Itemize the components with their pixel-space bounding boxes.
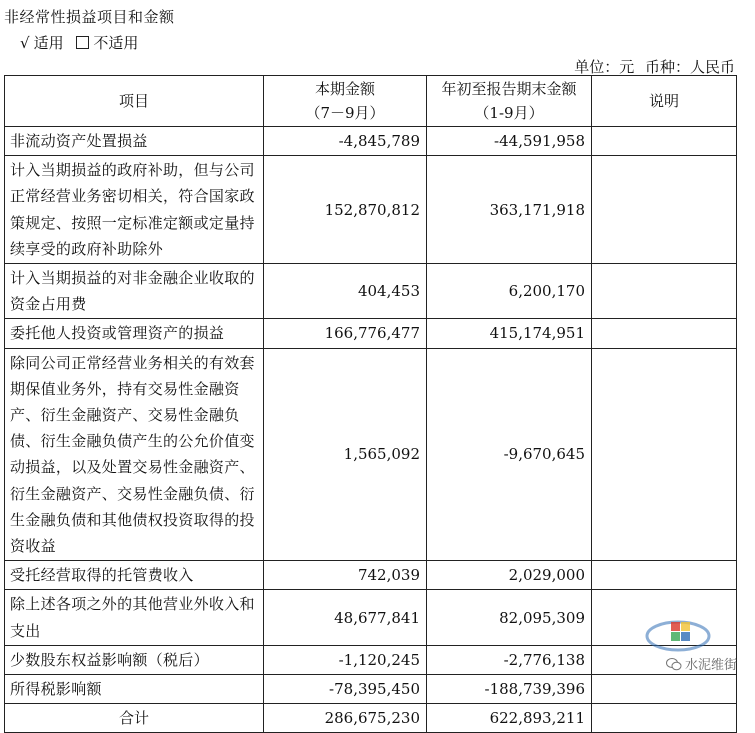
header-ytd-line2: （1-9月） bbox=[474, 104, 544, 122]
applicability-line bbox=[20, 32, 146, 53]
not-applicable-label: 不适用 bbox=[93, 34, 139, 52]
checkbox-empty-icon bbox=[76, 36, 89, 49]
total-current: 286,675,230 bbox=[264, 704, 427, 733]
not-applicable-option bbox=[76, 34, 142, 52]
header-current-period bbox=[264, 76, 427, 127]
row-current: -78,395,450 bbox=[264, 675, 427, 704]
unit-currency-line: 单位：元 币种：人民币 bbox=[574, 58, 735, 76]
row-item: 非流动资产处置损益 bbox=[5, 127, 264, 156]
row-ytd: -2,776,138 bbox=[427, 645, 592, 674]
watermark-text: 水泥维街 bbox=[684, 658, 737, 673]
table-row bbox=[5, 156, 737, 264]
watermark-logo-icon bbox=[645, 614, 711, 654]
row-current: -4,845,789 bbox=[264, 127, 427, 156]
row-note bbox=[592, 348, 737, 561]
table-row bbox=[5, 561, 737, 590]
row-note bbox=[592, 127, 737, 156]
row-current: 152,870,812 bbox=[264, 156, 427, 264]
applicable-option bbox=[20, 34, 68, 52]
watermark-label bbox=[666, 654, 737, 673]
table-row bbox=[5, 319, 737, 348]
wechat-icon bbox=[666, 658, 682, 671]
row-ytd: -188,739,396 bbox=[427, 675, 592, 704]
row-current: 742,039 bbox=[264, 561, 427, 590]
header-current-period-line2: （7－9月） bbox=[305, 104, 385, 122]
total-note bbox=[592, 704, 737, 733]
total-label: 合计 bbox=[5, 704, 264, 733]
header-note: 说明 bbox=[592, 76, 737, 127]
row-current: 404,453 bbox=[264, 264, 427, 319]
row-ytd: 2,029,000 bbox=[427, 561, 592, 590]
header-ytd bbox=[427, 76, 592, 127]
header-item: 项目 bbox=[5, 76, 264, 127]
row-note bbox=[592, 264, 737, 319]
row-ytd: 6,200,170 bbox=[427, 264, 592, 319]
table-row bbox=[5, 264, 737, 319]
row-current: 1,565,092 bbox=[264, 348, 427, 561]
section-title: 非经常性损益项目和金额 bbox=[4, 8, 175, 26]
row-item: 计入当期损益的对非金融企业收取的资金占用费 bbox=[5, 264, 264, 319]
row-current: 166,776,477 bbox=[264, 319, 427, 348]
watermark bbox=[617, 614, 737, 690]
row-item: 少数股东权益影响额（税后） bbox=[5, 645, 264, 674]
row-note bbox=[592, 561, 737, 590]
row-item: 除上述各项之外的其他营业外收入和支出 bbox=[5, 590, 264, 645]
applicable-label: 适用 bbox=[33, 34, 64, 52]
header-current-period-line1: 本期金额 bbox=[314, 80, 375, 98]
row-item: 委托他人投资或管理资产的损益 bbox=[5, 319, 264, 348]
row-ytd: 363,171,918 bbox=[427, 156, 592, 264]
check-mark-icon: √ bbox=[20, 34, 30, 52]
row-ytd: -9,670,645 bbox=[427, 348, 592, 561]
row-item: 所得税影响额 bbox=[5, 675, 264, 704]
total-row bbox=[5, 704, 737, 733]
row-ytd: 82,095,309 bbox=[427, 590, 592, 645]
row-current: 48,677,841 bbox=[264, 590, 427, 645]
table-row bbox=[5, 348, 737, 561]
row-current: -1,120,245 bbox=[264, 645, 427, 674]
total-ytd: 622,893,211 bbox=[427, 704, 592, 733]
row-note bbox=[592, 156, 737, 264]
table-header-row bbox=[5, 76, 737, 127]
row-ytd: 415,174,951 bbox=[427, 319, 592, 348]
header-ytd-line1: 年初至报告期末金额 bbox=[441, 80, 577, 98]
table-row bbox=[5, 127, 737, 156]
row-item: 受托经营取得的托管费收入 bbox=[5, 561, 264, 590]
row-ytd: -44,591,958 bbox=[427, 127, 592, 156]
row-item: 计入当期损益的政府补助，但与公司正常经营业务密切相关，符合国家政策规定、按照一定标准定额或定量持续享受的政府补助除外 bbox=[5, 156, 264, 264]
row-note bbox=[592, 319, 737, 348]
row-item: 除同公司正常经营业务相关的有效套期保值业务外，持有交易性金融资产、衍生金融资产、交易性金融负债、衍生金融负债产生的公允价值变动损益，以及处置交易性金融资产、衍生金融资产、交易性金融负债、衍生金融负债和其他债权投资取得的投资收益 bbox=[5, 348, 264, 561]
